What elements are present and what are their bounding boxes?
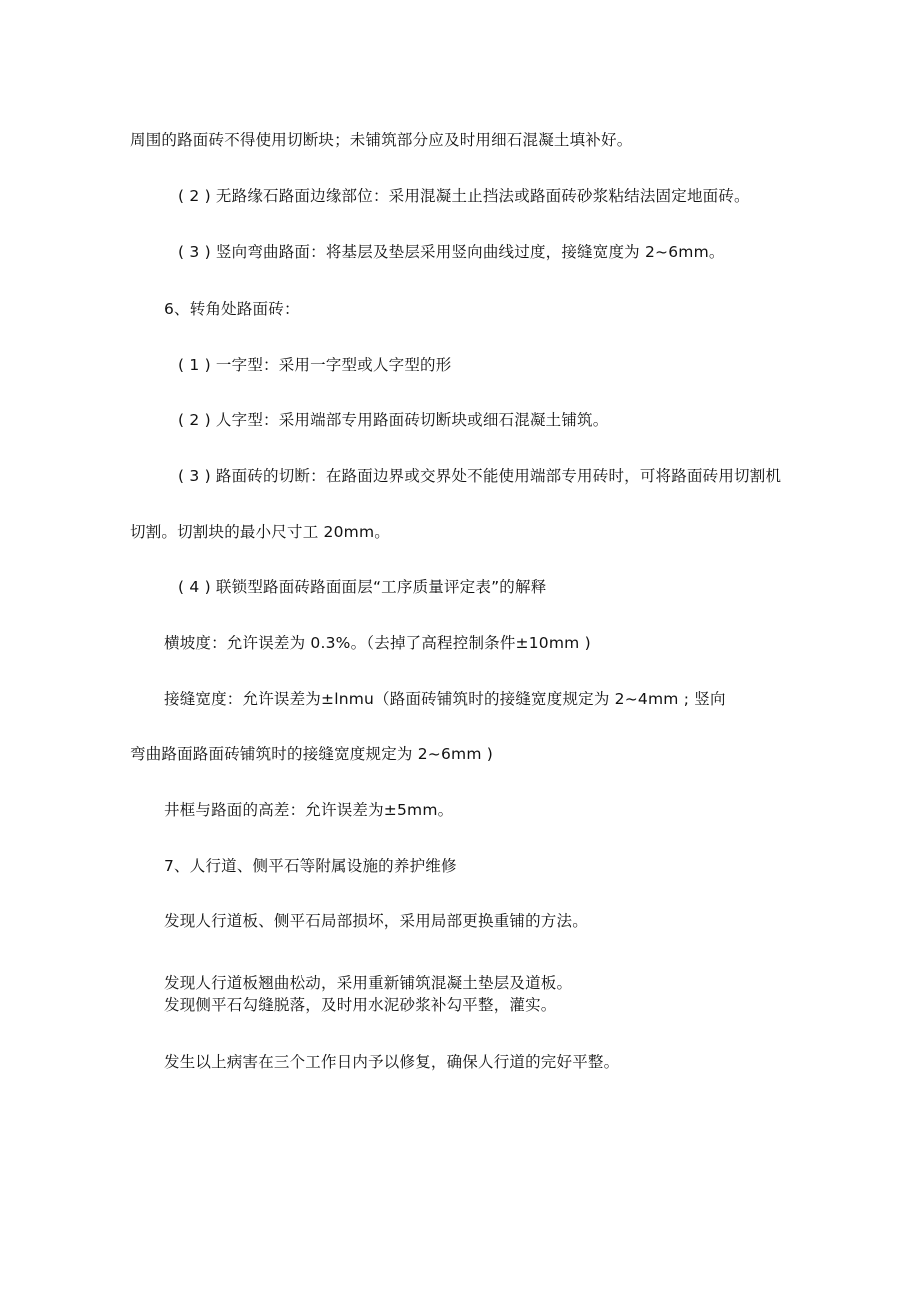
- paragraph-line-15: 发现人行道板、侧平石局部损坏，采用局部更换重铺的方法。: [164, 912, 588, 930]
- paragraph-line-5: ( 1 ) 一字型：采用一字型或人字型的形: [178, 356, 452, 374]
- paragraph-line-2: ( 2 ) 无路缘石路面边缘部位：采用混凝土止挡法或路面砖砂浆粘结法固定地面砖。: [178, 187, 750, 205]
- paragraph-line-1: 周围的路面砖不得使用切断块；未铺筑部分应及时用细石混凝土填补好。: [130, 131, 633, 149]
- paragraph-line-10: 横坡度：允许误差为 0.3%。（去掉了高程控制条件±10mm ): [164, 634, 591, 652]
- paragraph-line-6: ( 2 ) 人字型：采用端部专用路面砖切断块或细石混凝土铺筑。: [178, 411, 609, 429]
- paragraph-line-9: ( 4 ) 联锁型路面砖路面面层“工序质量评定表”的解释: [178, 578, 547, 596]
- paragraph-line-12: 弯曲路面路面砖铺筑时的接缝宽度规定为 2~6mm ): [130, 745, 494, 763]
- paragraph-line-3: ( 3 ) 竖向弯曲路面：将基层及垫层采用竖向曲线过度，接缝宽度为 2~6mm。: [178, 243, 725, 261]
- paragraph-line-17: 发现侧平石勾缝脱落，及时用水泥砂浆补勾平整，灌实。: [164, 996, 557, 1014]
- paragraph-line-18: 发生以上病害在三个工作日内予以修复，确保人行道的完好平整。: [164, 1053, 620, 1071]
- paragraph-line-13: 井框与路面的高差：允许误差为±5mm。: [164, 801, 454, 819]
- paragraph-line-16: 发现人行道板翘曲松动，采用重新铺筑混凝土垫层及道板。: [164, 974, 573, 992]
- section-heading-7: 7、人行道、侧平石等附属设施的养护维修: [164, 857, 457, 875]
- section-heading-6: 6、转角处路面砖：: [164, 300, 300, 318]
- paragraph-line-8: 切割。切割块的最小尺寸工 20mm。: [130, 523, 390, 541]
- paragraph-line-7: ( 3 ) 路面砖的切断：在路面边界或交界处不能使用端部专用砖时，可将路面砖用切割机: [178, 467, 782, 485]
- paragraph-line-11: 接缝宽度：允许误差为±lnmu（路面砖铺筑时的接缝宽度规定为 2~4mm ; 竖向: [164, 690, 726, 708]
